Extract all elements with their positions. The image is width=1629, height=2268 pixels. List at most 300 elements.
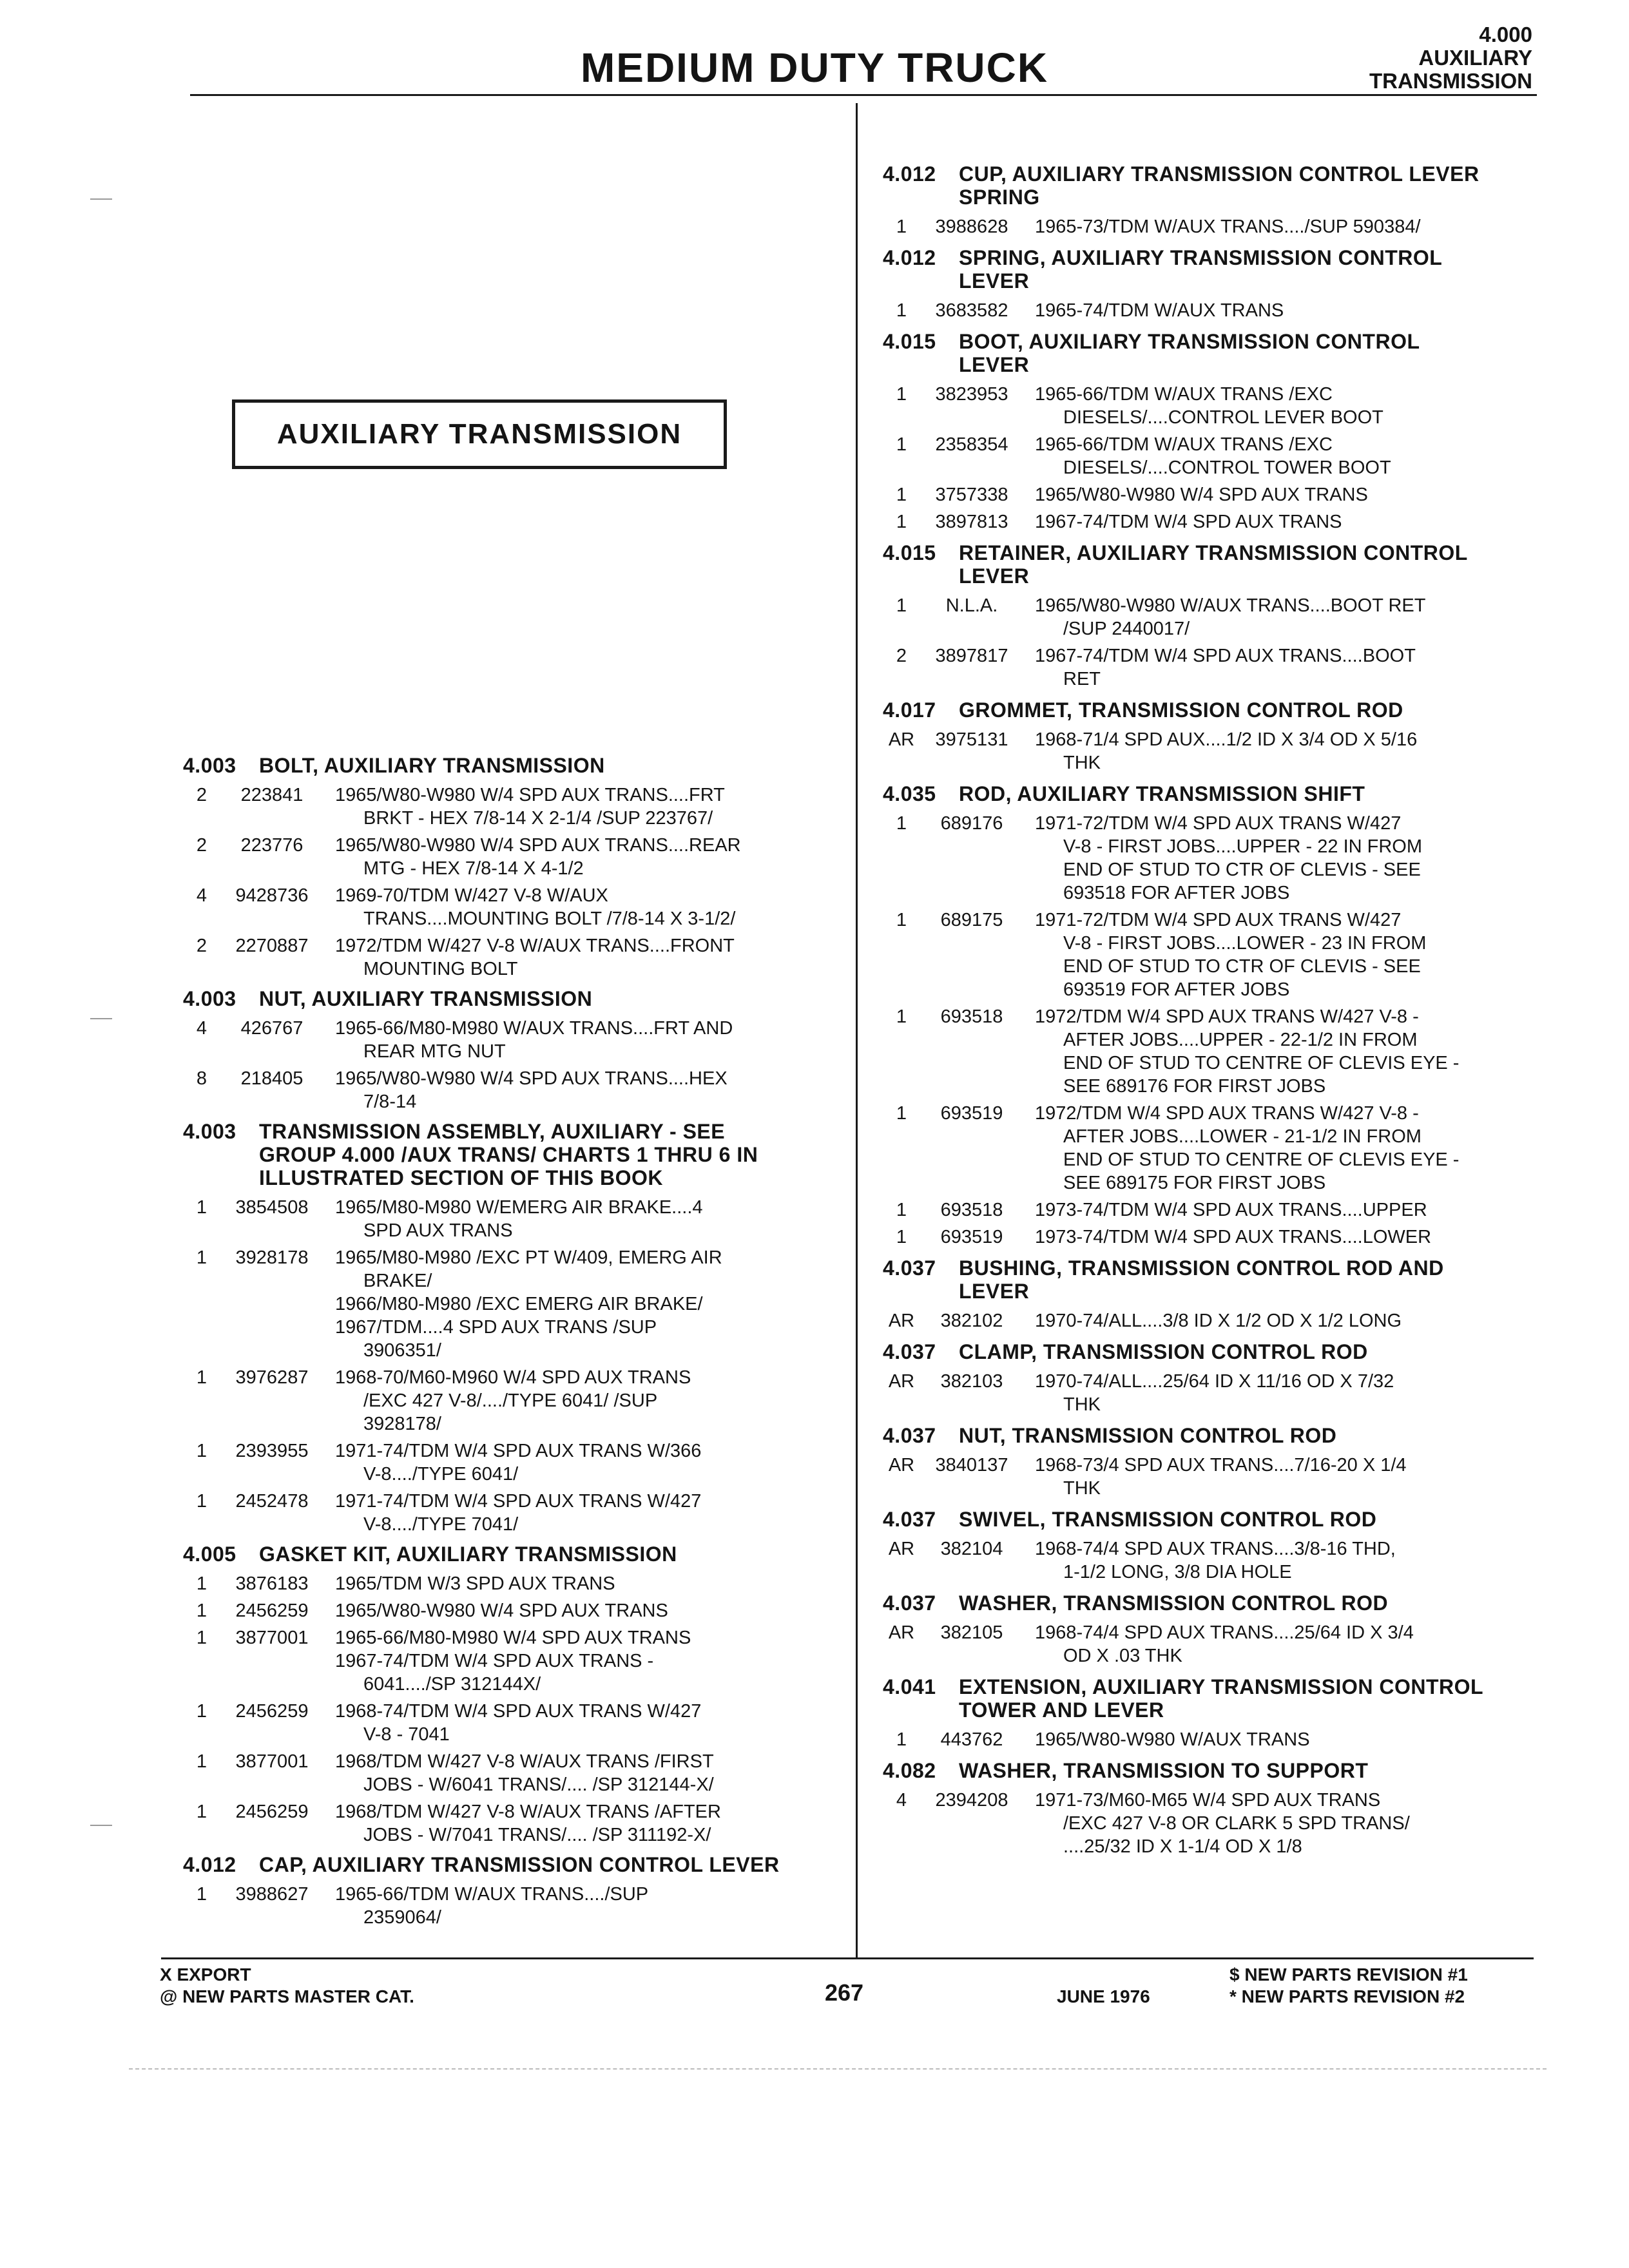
- part-row: [183, 834, 847, 880]
- part-quantity: 1: [196, 1751, 207, 1772]
- part-number: 3975131: [935, 729, 1008, 750]
- part-description: [1023, 383, 1547, 429]
- section-number: 4.035: [883, 782, 936, 805]
- section-name-line: CLAMP, TRANSMISSION CONTROL ROD: [959, 1340, 1368, 1363]
- section-heading: [183, 1853, 847, 1876]
- part-quantity: 1: [896, 1200, 907, 1220]
- part-description-line: OD X .03 THK: [1063, 1646, 1182, 1666]
- part-row: [883, 1309, 1547, 1332]
- part-row: [883, 1789, 1547, 1858]
- part-description-line: 1972/TDM W/4 SPD AUX TRANS W/427 V-8 -: [1035, 1103, 1419, 1124]
- part-description-line: SPD AUX TRANS: [363, 1220, 513, 1241]
- part-description: [1023, 908, 1547, 1001]
- part-row: [883, 1728, 1547, 1751]
- part-row: [183, 783, 847, 830]
- section-name: [959, 1675, 1547, 1722]
- part-row: [183, 1626, 847, 1696]
- part-description-line: 1971-74/TDM W/4 SPD AUX TRANS W/427: [335, 1491, 702, 1512]
- section-number: 4.037: [883, 1340, 936, 1363]
- part-row: [883, 908, 1547, 1001]
- part-description-line: 1965/M80-M980 W/EMERG AIR BRAKE....4: [335, 1197, 703, 1218]
- catalog-section: [883, 698, 1547, 774]
- part-number: 3683582: [935, 300, 1008, 321]
- part-quantity: 1: [196, 1600, 207, 1621]
- part-description: [1023, 1537, 1547, 1584]
- section-name: [259, 987, 847, 1010]
- section-name-line: NUT, TRANSMISSION CONTROL ROD: [959, 1424, 1337, 1447]
- part-quantity: 1: [196, 1628, 207, 1648]
- part-description-line: THK: [1063, 753, 1101, 773]
- part-row: [883, 1005, 1547, 1098]
- part-quantity: 4: [196, 1018, 207, 1039]
- part-description-line: 1965-74/TDM W/AUX TRANS: [1035, 300, 1284, 321]
- part-description: [323, 1750, 847, 1796]
- section-number: 4.003: [183, 754, 236, 777]
- part-quantity: 1: [196, 1701, 207, 1722]
- part-description: [1023, 1621, 1547, 1667]
- part-row: [883, 1537, 1547, 1584]
- part-description: [1023, 728, 1547, 774]
- part-number: 3757338: [935, 485, 1008, 505]
- part-description-line: RET: [1063, 669, 1101, 689]
- part-description-line: MOUNTING BOLT: [363, 959, 518, 979]
- part-quantity: 1: [896, 910, 907, 930]
- section-number: 4.003: [183, 1120, 236, 1143]
- section-name-line: BOLT, AUXILIARY TRANSMISSION: [259, 754, 605, 777]
- part-description: [1023, 644, 1547, 691]
- section-heading: [883, 330, 1547, 376]
- part-quantity: 8: [196, 1068, 207, 1089]
- part-quantity: 1: [196, 1802, 207, 1822]
- section-heading: [883, 1256, 1547, 1303]
- part-description: [1023, 1309, 1547, 1332]
- section-name: [959, 1424, 1547, 1447]
- part-row: [883, 510, 1547, 533]
- part-quantity: 1: [896, 1227, 907, 1247]
- part-number: 693519: [940, 1227, 1003, 1247]
- part-quantity: 1: [896, 434, 907, 455]
- part-description-line: THK: [1063, 1478, 1101, 1499]
- part-row: [883, 1454, 1547, 1500]
- binder-hole-mark: [90, 1825, 112, 1826]
- part-quantity: 1: [896, 1006, 907, 1027]
- section-heading: [883, 1340, 1547, 1363]
- part-description-line: 1971-72/TDM W/4 SPD AUX TRANS W/427: [1035, 813, 1402, 834]
- part-description-line: REAR MTG NUT: [363, 1041, 506, 1062]
- section-name-line: LEVER: [959, 353, 1030, 376]
- part-description: [323, 1626, 847, 1696]
- section-name: [959, 1591, 1547, 1615]
- part-quantity: AR: [888, 1622, 915, 1643]
- catalog-section: [883, 1256, 1547, 1332]
- part-description-line: 1965-66/TDM W/AUX TRANS /EXC: [1035, 384, 1333, 405]
- catalog-section: [183, 1853, 847, 1929]
- part-description-line: 1965/W80-W980 W/4 SPD AUX TRANS....FRT: [335, 785, 725, 805]
- part-description: [323, 1490, 847, 1536]
- part-quantity: 1: [896, 384, 907, 405]
- footer-legend-line: $ NEW PARTS REVISION #1: [1229, 1965, 1468, 1984]
- part-number: 218405: [240, 1068, 304, 1089]
- part-row: [883, 594, 1547, 640]
- part-row: [883, 1225, 1547, 1249]
- catalog-section: [183, 1542, 847, 1847]
- part-number: 3840137: [935, 1455, 1008, 1475]
- section-heading: [183, 754, 847, 777]
- part-description-line: AFTER JOBS....LOWER - 21-1/2 IN FROM: [1063, 1126, 1422, 1147]
- part-description-line: 1965/W80-W980 W/4 SPD AUX TRANS....REAR: [335, 835, 741, 856]
- section-name-line: WASHER, TRANSMISSION TO SUPPORT: [959, 1759, 1369, 1782]
- part-description-line: END OF STUD TO CTR OF CLEVIS - SEE: [1063, 860, 1421, 880]
- part-description-line: 1968-71/4 SPD AUX....1/2 ID X 3/4 OD X 5/16: [1035, 729, 1418, 750]
- part-row: [183, 1883, 847, 1929]
- section-number: 4.082: [883, 1759, 936, 1782]
- section-heading: [883, 246, 1547, 293]
- section-name-line: NUT, AUXILIARY TRANSMISSION: [259, 987, 593, 1010]
- scan-edge-line: [129, 2068, 1547, 2070]
- part-description-line: 1965/W80-W980 W/AUX TRANS....BOOT RET: [1035, 595, 1426, 616]
- section-name-line: LEVER: [959, 269, 1030, 293]
- section-heading: [883, 1508, 1547, 1531]
- section-heading: [883, 782, 1547, 805]
- catalog-section: [883, 1340, 1547, 1416]
- footer-legend-line: X EXPORT: [160, 1965, 251, 1984]
- part-number: 223776: [240, 835, 304, 856]
- section-name: [259, 754, 847, 777]
- part-number: 223841: [240, 785, 304, 805]
- part-quantity: 1: [896, 595, 907, 616]
- part-description-line: 1967-74/TDM W/4 SPD AUX TRANS: [1035, 512, 1342, 532]
- part-quantity: AR: [888, 1539, 915, 1559]
- part-number: 2270887: [235, 936, 309, 956]
- section-number: 4.015: [883, 330, 936, 353]
- binder-hole-mark: [90, 1018, 112, 1019]
- section-number: 4.012: [883, 162, 936, 186]
- section-number: 4.037: [883, 1508, 936, 1531]
- part-row: [183, 934, 847, 981]
- part-description-line: 1965-73/TDM W/AUX TRANS..../SUP 590384/: [1035, 216, 1421, 237]
- section-heading: [883, 1591, 1547, 1615]
- part-number: 382102: [940, 1311, 1003, 1331]
- part-description: [1023, 299, 1547, 322]
- section-name: [959, 1340, 1547, 1363]
- part-description-line: 3906351/: [363, 1340, 441, 1361]
- section-name-line: ROD, AUXILIARY TRANSMISSION SHIFT: [959, 782, 1365, 805]
- section-number: 4.037: [883, 1256, 936, 1280]
- section-number: 4.012: [883, 246, 936, 269]
- part-number: 693519: [940, 1103, 1003, 1124]
- part-description-line: 1969-70/TDM W/427 V-8 W/AUX: [335, 885, 608, 906]
- part-description: [1023, 1789, 1547, 1858]
- section-code: [1369, 23, 1532, 93]
- section-code-line: TRANSMISSION: [1369, 69, 1532, 93]
- part-description: [1023, 1102, 1547, 1195]
- part-row: [183, 884, 847, 930]
- part-description: [1023, 433, 1547, 479]
- section-name-line: WASHER, TRANSMISSION CONTROL ROD: [959, 1591, 1389, 1615]
- part-number: 3988627: [235, 1884, 309, 1905]
- section-name-line: CAP, AUXILIARY TRANSMISSION CONTROL LEVER: [259, 1853, 780, 1876]
- part-description: [1023, 1198, 1547, 1222]
- section-name-line: TRANSMISSION ASSEMBLY, AUXILIARY - SEE: [259, 1120, 726, 1143]
- footer-legend-left: [160, 1964, 414, 2008]
- part-description-line: SEE 689176 FOR FIRST JOBS: [1063, 1076, 1326, 1097]
- part-description: [323, 1246, 847, 1362]
- section-name: [959, 1508, 1547, 1531]
- part-number: 3897817: [935, 646, 1008, 666]
- part-number: 689175: [940, 910, 1003, 930]
- part-row: [883, 215, 1547, 238]
- catalog-section: [883, 782, 1547, 1249]
- part-description-line: /SUP 2440017/: [1063, 619, 1190, 639]
- footer-legend-right: [1229, 1964, 1468, 2008]
- part-number: 2358354: [935, 434, 1008, 455]
- section-name-line: GASKET KIT, AUXILIARY TRANSMISSION: [259, 1542, 677, 1566]
- part-number: 2456259: [235, 1600, 309, 1621]
- part-number: 382103: [940, 1371, 1003, 1392]
- part-description-line: 1965/W80-W980 W/4 SPD AUX TRANS: [335, 1600, 668, 1621]
- part-number: 382105: [940, 1622, 1003, 1643]
- part-description: [323, 1017, 847, 1063]
- section-name-line: GROMMET, TRANSMISSION CONTROL ROD: [959, 698, 1403, 722]
- part-description-line: END OF STUD TO CTR OF CLEVIS - SEE: [1063, 956, 1421, 977]
- part-description: [1023, 1728, 1547, 1751]
- part-description-line: 1965-66/TDM W/AUX TRANS..../SUP: [335, 1884, 649, 1905]
- part-row: [883, 728, 1547, 774]
- section-number: 4.041: [883, 1675, 936, 1698]
- part-row: [183, 1246, 847, 1362]
- catalog-section: [883, 246, 1547, 322]
- section-name: [959, 162, 1547, 209]
- part-number: 3877001: [235, 1628, 309, 1648]
- part-quantity: 1: [896, 300, 907, 321]
- part-description-line: 1971-72/TDM W/4 SPD AUX TRANS W/427: [1035, 910, 1402, 930]
- section-name: [959, 330, 1547, 376]
- part-description-line: 1968-74/TDM W/4 SPD AUX TRANS W/427: [335, 1701, 702, 1722]
- part-description: [1023, 594, 1547, 640]
- part-description-line: DIESELS/....CONTROL TOWER BOOT: [1063, 457, 1391, 478]
- section-name-line: BOOT, AUXILIARY TRANSMISSION CONTROL: [959, 330, 1420, 353]
- section-heading: [883, 1424, 1547, 1447]
- section-name: [959, 541, 1547, 588]
- part-row: [883, 644, 1547, 691]
- section-name-line: RETAINER, AUXILIARY TRANSMISSION CONTROL: [959, 541, 1468, 564]
- part-quantity: 4: [196, 885, 207, 906]
- part-row: [883, 299, 1547, 322]
- part-number: 3928178: [235, 1247, 309, 1268]
- catalog-section: [183, 754, 847, 981]
- part-row: [883, 1370, 1547, 1416]
- part-description-line: BRAKE/: [363, 1271, 432, 1291]
- part-row: [883, 1102, 1547, 1195]
- part-description-line: 1968-73/4 SPD AUX TRANS....7/16-20 X 1/4: [1035, 1455, 1407, 1475]
- catalog-section: [883, 1591, 1547, 1667]
- part-description-line: 1968-74/4 SPD AUX TRANS....3/8-16 THD,: [1035, 1539, 1396, 1559]
- part-number: 3823953: [935, 384, 1008, 405]
- catalog-section: [883, 1759, 1547, 1858]
- part-quantity: 1: [196, 1491, 207, 1512]
- part-row: [883, 1621, 1547, 1667]
- part-description-line: 1965-66/TDM W/AUX TRANS /EXC: [1035, 434, 1333, 455]
- part-description: [323, 1366, 847, 1436]
- section-number: 4.015: [883, 541, 936, 564]
- section-name-line: ILLUSTRATED SECTION OF THIS BOOK: [259, 1166, 663, 1189]
- part-quantity: 1: [196, 1197, 207, 1218]
- part-quantity: 2: [896, 646, 907, 666]
- part-row: [183, 1800, 847, 1847]
- part-description: [1023, 1005, 1547, 1098]
- part-quantity: AR: [888, 1311, 915, 1331]
- part-quantity: 1: [196, 1884, 207, 1905]
- part-description-line: 2359064/: [363, 1907, 441, 1928]
- part-description-line: 1973-74/TDM W/4 SPD AUX TRANS....LOWER: [1035, 1227, 1432, 1247]
- part-description-line: 693518 FOR AFTER JOBS: [1063, 883, 1290, 903]
- page-title: MEDIUM DUTY TRUCK: [580, 44, 1049, 91]
- part-description: [1023, 483, 1547, 506]
- part-number: 3976287: [235, 1367, 309, 1388]
- part-description-line: DIESELS/....CONTROL LEVER BOOT: [1063, 407, 1383, 428]
- part-description-line: 1965/M80-M980 /EXC PT W/409, EMERG AIR: [335, 1247, 722, 1268]
- section-name: [259, 1853, 847, 1876]
- part-description-line: AFTER JOBS....UPPER - 22-1/2 IN FROM: [1063, 1030, 1418, 1050]
- part-description-line: /EXC 427 V-8/..../TYPE 6041/ /SUP: [363, 1390, 658, 1411]
- section-name-line: CUP, AUXILIARY TRANSMISSION CONTROL LEVER: [959, 162, 1480, 186]
- part-description: [323, 1196, 847, 1242]
- part-row: [883, 383, 1547, 429]
- part-number: 3988628: [935, 216, 1008, 237]
- part-row: [883, 433, 1547, 479]
- part-description-line: 693519 FOR AFTER JOBS: [1063, 979, 1290, 1000]
- part-row: [183, 1067, 847, 1113]
- part-description-line: 1972/TDM W/427 V-8 W/AUX TRANS....FRONT: [335, 936, 735, 956]
- section-name-line: EXTENSION, AUXILIARY TRANSMISSION CONTROL: [959, 1675, 1484, 1698]
- part-quantity: 1: [896, 512, 907, 532]
- section-number: 4.037: [883, 1424, 936, 1447]
- part-description: [1023, 1454, 1547, 1500]
- part-description-line: 1-1/2 LONG, 3/8 DIA HOLE: [1063, 1562, 1292, 1582]
- catalog-section: [183, 987, 847, 1113]
- part-number: 2456259: [235, 1701, 309, 1722]
- part-description-line: V-8 - FIRST JOBS....LOWER - 23 IN FROM: [1063, 933, 1427, 954]
- part-description: [323, 1067, 847, 1113]
- part-description-line: 1970-74/ALL....25/64 ID X 11/16 OD X 7/32: [1035, 1371, 1394, 1392]
- part-description-line: /EXC 427 V-8 OR CLARK 5 SPD TRANS/: [1063, 1813, 1410, 1834]
- section-heading: [883, 1759, 1547, 1782]
- catalog-section: [183, 1120, 847, 1536]
- footer-legend-line: @ NEW PARTS MASTER CAT.: [160, 1986, 414, 2006]
- part-description-line: 1973-74/TDM W/4 SPD AUX TRANS....UPPER: [1035, 1200, 1427, 1220]
- part-row: [883, 483, 1547, 506]
- part-number: 693518: [940, 1006, 1003, 1027]
- part-row: [183, 1366, 847, 1436]
- part-description: [1023, 215, 1547, 238]
- header-rule: [190, 94, 1537, 96]
- part-number: 443762: [940, 1729, 1003, 1750]
- catalog-section: [883, 1675, 1547, 1751]
- section-name-line: TOWER AND LEVER: [959, 1698, 1164, 1722]
- part-description-line: 1966/M80-M980 /EXC EMERG AIR BRAKE/: [335, 1294, 703, 1314]
- part-description-line: JOBS - W/6041 TRANS/.... /SP 312144-X/: [363, 1774, 714, 1795]
- catalog-section: [883, 1424, 1547, 1500]
- section-heading: [183, 1542, 847, 1566]
- part-description-line: TRANS....MOUNTING BOLT /7/8-14 X 3-1/2/: [363, 908, 736, 929]
- section-name-line: SWIVEL, TRANSMISSION CONTROL ROD: [959, 1508, 1377, 1531]
- part-description-line: 1965/W80-W980 W/4 SPD AUX TRANS....HEX: [335, 1068, 728, 1089]
- section-name-line: SPRING: [959, 186, 1040, 209]
- section-name: [259, 1120, 847, 1189]
- part-quantity: 1: [196, 1367, 207, 1388]
- part-description-line: 1967/TDM....4 SPD AUX TRANS /SUP: [335, 1317, 657, 1338]
- section-heading: [183, 987, 847, 1010]
- part-quantity: 1: [896, 1103, 907, 1124]
- part-number: 693518: [940, 1200, 1003, 1220]
- part-row: [183, 1017, 847, 1063]
- part-number: 2452478: [235, 1491, 309, 1512]
- catalog-section: [883, 162, 1547, 238]
- section-name: [959, 1759, 1547, 1782]
- part-quantity: 1: [196, 1573, 207, 1594]
- section-heading: [883, 541, 1547, 588]
- part-description: [323, 1883, 847, 1929]
- part-number: N.L.A.: [945, 595, 998, 616]
- section-name-line: GROUP 4.000 /AUX TRANS/ CHARTS 1 THRU 6 IN: [259, 1143, 758, 1166]
- part-quantity: AR: [888, 1455, 915, 1475]
- part-row: [883, 812, 1547, 905]
- part-number: 9428736: [235, 885, 309, 906]
- section-name: [959, 698, 1547, 722]
- part-number: 3876183: [235, 1573, 309, 1594]
- part-description: [323, 1572, 847, 1595]
- part-description: [323, 1439, 847, 1486]
- publication-date: JUNE 1976: [1057, 1986, 1150, 2006]
- part-row: [183, 1439, 847, 1486]
- catalog-section: [883, 1508, 1547, 1584]
- section-number: 4.003: [183, 987, 236, 1010]
- section-name-line: BUSHING, TRANSMISSION CONTROL ROD AND: [959, 1256, 1444, 1280]
- part-description-line: 1965-66/M80-M980 W/4 SPD AUX TRANS: [335, 1628, 691, 1648]
- part-description-line: 3928178/: [363, 1414, 441, 1434]
- part-description-line: 1968/TDM W/427 V-8 W/AUX TRANS /FIRST: [335, 1751, 714, 1772]
- part-description-line: END OF STUD TO CENTRE OF CLEVIS EYE -: [1063, 1053, 1460, 1073]
- part-number: 426767: [240, 1018, 304, 1039]
- part-row: [183, 1196, 847, 1242]
- section-name-line: LEVER: [959, 564, 1030, 588]
- part-description: [1023, 1225, 1547, 1249]
- part-description: [1023, 1370, 1547, 1416]
- part-quantity: 2: [196, 936, 207, 956]
- part-number: 2394208: [935, 1790, 1008, 1811]
- part-row: [183, 1750, 847, 1796]
- part-description-line: 1967-74/TDM W/4 SPD AUX TRANS -: [335, 1651, 654, 1671]
- part-number: 3854508: [235, 1197, 309, 1218]
- part-description-line: 1967-74/TDM W/4 SPD AUX TRANS....BOOT: [1035, 646, 1416, 666]
- part-description-line: 6041..../SP 312144X/: [363, 1674, 541, 1695]
- binder-hole-mark: [90, 198, 112, 200]
- part-description: [323, 834, 847, 880]
- part-description-line: ....25/32 ID X 1-1/4 OD X 1/8: [1063, 1836, 1302, 1857]
- page-number: 267: [825, 1979, 864, 2006]
- part-quantity: 1: [896, 216, 907, 237]
- catalog-section: [883, 330, 1547, 533]
- part-description-line: V-8 - FIRST JOBS....UPPER - 22 IN FROM: [1063, 836, 1423, 857]
- part-description-line: MTG - HEX 7/8-14 X 4-1/2: [363, 858, 584, 879]
- left-column: [183, 754, 847, 1936]
- footer-legend-line: * NEW PARTS REVISION #2: [1229, 1986, 1465, 2006]
- part-number: 2456259: [235, 1802, 309, 1822]
- section-name-line: SPRING, AUXILIARY TRANSMISSION CONTROL: [959, 246, 1443, 269]
- part-row: [183, 1599, 847, 1622]
- part-quantity: AR: [888, 1371, 915, 1392]
- part-description-line: 1968-74/4 SPD AUX TRANS....25/64 ID X 3/4: [1035, 1622, 1414, 1643]
